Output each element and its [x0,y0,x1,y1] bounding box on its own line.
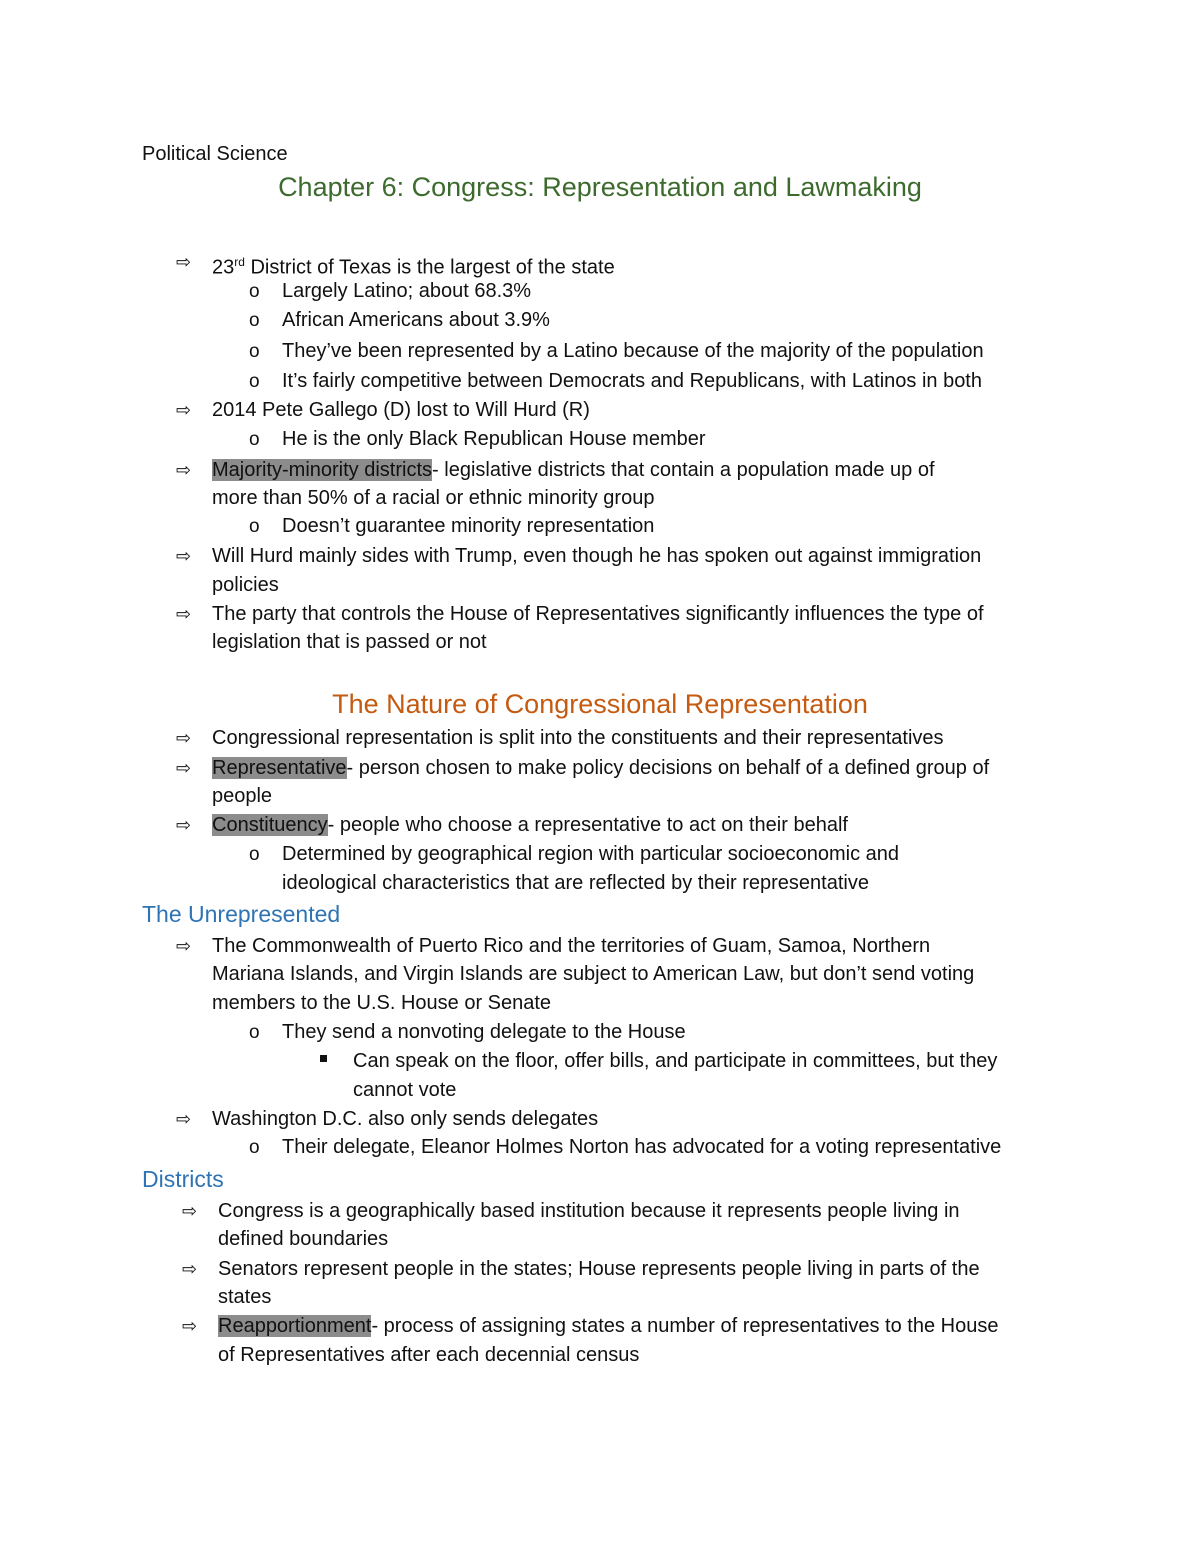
circle-bullet-icon: o [249,1022,260,1043]
circle-bullet-icon: o [249,371,260,392]
list-item: Constituency- people who choose a representative to act on their behalf [212,814,848,836]
circle-bullet-icon: o [249,281,260,302]
circle-bullet-icon: o [249,1137,260,1158]
sub-list-item: Largely Latino; about 68.3% [282,280,532,302]
arrow-bullet-icon: ⇨ [176,728,192,748]
arrow-bullet-icon: ⇨ [176,758,192,778]
list-item: The party that controls the House of Representatives significantly influences the type of [212,603,984,625]
list-item: 2014 Pete Gallego (D) lost to Will Hurd (R) [212,399,590,421]
arrow-bullet-icon: ⇨ [176,815,192,835]
circle-bullet-icon: o [249,516,260,537]
arrow-bullet-icon: ⇨ [176,936,192,956]
sub-list-item: They send a nonvoting delegate to the House [282,1021,686,1043]
list-item: Washington D.C. also only sends delegates [212,1108,599,1130]
arrow-bullet-icon: ⇨ [176,460,192,480]
highlighted-term: Reapportionment [218,1315,372,1337]
list-item-continuation: people [212,785,273,807]
square-bullet-icon [320,1055,327,1062]
subject-label: Political Science [142,143,288,165]
list-item: Majority-minority districts- legislative districts that contain a population made up of [212,459,935,481]
list-item-continuation: members to the U.S. House or Senate [212,992,552,1014]
arrow-bullet-icon: ⇨ [182,1201,198,1221]
list-item: Congress is a geographically based institution because it represents people living in [218,1200,960,1222]
arrow-bullet-icon: ⇨ [176,252,192,272]
list-item-continuation: states [218,1286,272,1308]
list-item-continuation: Mariana Islands, and Virgin Islands are subject to American Law, but don’t send voting [212,963,975,985]
list-item-continuation: of Representatives after each decennial census [218,1344,640,1366]
sub-list-item-continuation: ideological characteristics that are reflected by their representative [282,872,869,894]
sub-sub-list-item-continuation: cannot vote [353,1079,457,1101]
list-item-continuation: defined boundaries [218,1228,389,1250]
arrow-bullet-icon: ⇨ [182,1259,198,1279]
list-item: Congressional representation is split into the constituents and their representatives [212,727,944,749]
highlighted-term: Constituency [212,814,328,836]
list-item: Representative- person chosen to make policy decisions on behalf of a defined group of [212,757,990,779]
list-item: Reapportionment- process of assigning states a number of representatives to the House [218,1315,999,1337]
circle-bullet-icon: o [249,341,260,362]
circle-bullet-icon: o [249,310,260,331]
arrow-bullet-icon: ⇨ [182,1316,198,1336]
highlighted-term: Majority-minority districts [212,459,433,481]
list-item: Senators represent people in the states; House represents people living in parts of the [218,1258,980,1280]
sub-list-item: It’s fairly competitive between Democrats and Republicans, with Latinos in both [282,370,982,392]
sub-list-item: Determined by geographical region with particular socioeconomic and [282,843,900,865]
arrow-bullet-icon: ⇨ [176,546,192,566]
list-item: Will Hurd mainly sides with Trump, even though he has spoken out against immigration [212,545,982,567]
chapter-title: Chapter 6: Congress: Representation and Lawmaking [278,172,922,202]
list-item: The Commonwealth of Puerto Rico and the territories of Guam, Samoa, Northern [212,935,931,957]
list-item-continuation: legislation that is passed or not [212,631,487,653]
sub-list-item: They’ve been represented by a Latino because of the majority of the population [282,340,984,362]
sub-list-item: Doesn’t guarantee minority representation [282,515,655,537]
arrow-bullet-icon: ⇨ [176,1109,192,1129]
list-item-continuation: policies [212,574,279,596]
subsection-heading: The Unrepresented [142,901,341,927]
subsection-heading: Districts [142,1166,224,1192]
sub-sub-list-item: Can speak on the floor, offer bills, and participate in committees, but they [353,1050,998,1072]
list-item: 23rd District of Texas is the largest of the state [212,255,615,279]
arrow-bullet-icon: ⇨ [176,604,192,624]
sub-list-item: He is the only Black Republican House member [282,428,706,450]
circle-bullet-icon: o [249,429,260,450]
highlighted-term: Representative [212,757,347,779]
sub-list-item: Their delegate, Eleanor Holmes Norton has advocated for a voting representative [282,1136,1002,1158]
list-item-continuation: more than 50% of a racial or ethnic minority group [212,487,655,509]
arrow-bullet-icon: ⇨ [176,400,192,420]
sub-list-item: African Americans about 3.9% [282,309,550,331]
circle-bullet-icon: o [249,844,260,865]
section-heading: The Nature of Congressional Representation [332,689,868,719]
